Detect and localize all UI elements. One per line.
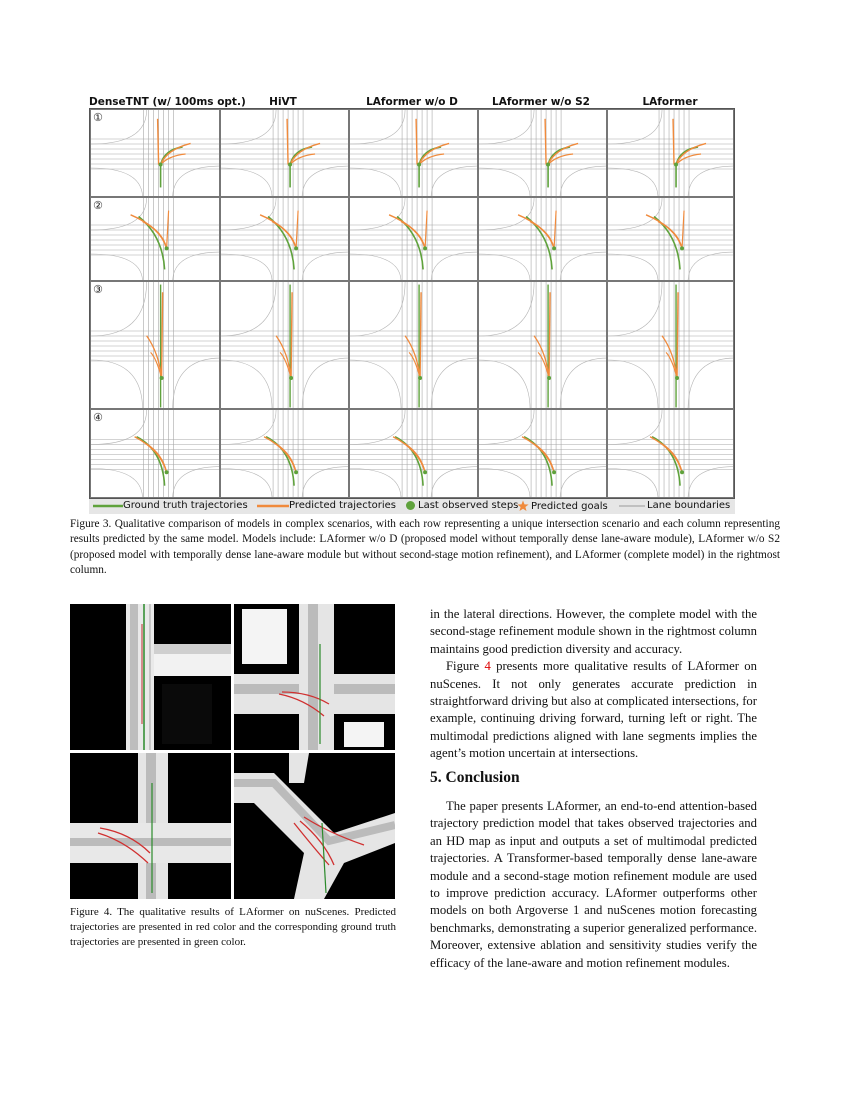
scene-plot [479,198,607,281]
scene-cell-r1-c3 [349,109,478,197]
scene-cell-r2-c5 [607,197,734,281]
paragraph-continuation: in the lateral directions. However, the complete model with the second-stage refinement module shown in the rightmost column maintains good prediction diversity and accuracy. [430,607,757,656]
legend-lane-boundaries [619,500,730,511]
scene-cell-r1-c4 [478,109,607,197]
scene-cell-r3-c2 [220,281,349,409]
legend-ground-truth [93,500,248,511]
paragraph-conclusion: The paper presents LAformer, an end-to-end attention-based trajectory prediction model that takes observed trajectories and an HD map as input and outputs a set of multimodal predicted trajectories. A Transformer-based temporally dense lane-aware module and a second-stage motion refinement module are used to improve prediction accuracy. LAformer outperforms other models on both Argoverse 1 and nuScenes motion forecasting benchmarks, demonstrating a superior generalized performance. Moreover, extensive ablation and sensitivity studies verify the efficacy of the lane-aware and motion refinement modules. [430,799,757,970]
column-header-laformer-wo-d: LAformer w/o D [366,96,458,108]
scene-plot [221,110,349,197]
scene-plot [221,410,349,498]
green-dot-icon [405,500,416,511]
scene-cell-r2-c4 [478,197,607,281]
scene-plot [91,410,220,498]
scene-plot [91,282,220,409]
legend-predicted-goals [517,500,608,512]
scene-cell-r4-c3 [349,409,478,498]
legend-label: Predicted goals [531,500,608,512]
column-header-laformer: LAformer [642,96,698,108]
scene-cell-r4-c5 [607,409,734,498]
column-header-densetnt: DenseTNT (w/ 100ms opt.) [89,96,246,108]
row-label-2: ② [93,199,103,212]
scene-cell-r1-c1 [90,109,220,197]
scene-plot [91,110,220,197]
column-header-laformer-wo-s2: LAformer w/o S2 [492,96,590,108]
row-label-3: ③ [93,283,103,296]
scene-plot [608,110,734,197]
scene-plot [608,282,734,409]
scene-plot [479,110,607,197]
scene-plot [350,110,478,197]
scene-cell-r2-c1 [90,197,220,281]
legend-label: Ground truth trajectories [123,500,248,511]
scene-plot [608,198,734,281]
scene-plot [350,410,478,498]
scene-cell-r3-c4 [478,281,607,409]
scene-cell-r4-c2 [220,409,349,498]
scene-plot [479,410,607,498]
nuscenes-map-3 [70,753,231,899]
paragraph-text: presents more qualitative results of LAformer on nuScenes. It not only generates accurate prediction in straightforward driving but also at complicated intersections, for example, continuing driving forward, turning left or right. The multimodal predictions aligned with lane segments implies the agent’s motion uncertain at intersections. [430,659,757,761]
scene-plot [350,198,478,281]
legend-label: Predicted trajectories [289,500,397,511]
nuscenes-map-4 [234,753,395,899]
gray-line-icon [619,502,645,510]
scene-plot [479,282,607,409]
figure3-grid [89,108,735,499]
scene-cell-r3-c5 [607,281,734,409]
conclusion-text [430,798,757,972]
scene-plot [608,410,734,498]
column-header-hivt: HiVT [269,96,297,108]
scene-plot [221,282,349,409]
legend-last-observed [405,500,518,511]
orange-star-icon [517,500,529,512]
scene-cell-r2-c2 [220,197,349,281]
scene-plot [350,282,478,409]
figure4-caption: Figure 4. The qualitative results of LAformer on nuScenes. Predicted trajectories are presented in red color and the corresponding ground truth trajectories are presented in green color. [70,906,396,949]
scene-cell-r3-c1 [90,281,220,409]
scene-plot [91,198,220,281]
scene-cell-r4-c4 [478,409,607,498]
figure-reference-link[interactable]: 4 [484,659,491,674]
figure3-caption: Figure 3. Qualitative comparison of models in complex scenarios, with each row representing a unique intersection scenario and each column representing results predicted by the same model. Models include: LAformer w/o D (proposed model without temporally dense lane-aware module), LAformer w/o S2 (proposed model with temporally dense lane-aware module but without second-stage motion refinement), and LAformer (complete model) in the rightmost column. [70,518,780,577]
section-title-conclusion: 5. Conclusion [430,769,520,786]
legend-label: Lane boundaries [647,500,731,511]
scene-cell-r3-c3 [349,281,478,409]
scene-cell-r1-c2 [220,109,349,197]
row-label-1: ① [93,111,103,124]
legend-label: Last observed steps [418,500,519,511]
scene-plot [221,198,349,281]
row-label-4: ④ [93,411,103,424]
scene-cell-r2-c3 [349,197,478,281]
nuscenes-map-2 [234,604,395,750]
legend-predicted-trajectories [257,500,396,511]
scene-cell-r1-c5 [607,109,734,197]
right-column-text [430,606,757,763]
paragraph-text: Figure [446,659,485,674]
figure3-legend [89,499,735,514]
paragraph-figure4 [430,658,757,762]
green-line-icon [93,502,123,510]
orange-line-icon [257,502,289,510]
scene-cell-r4-c1 [90,409,220,498]
nuscenes-map-1 [70,604,231,750]
